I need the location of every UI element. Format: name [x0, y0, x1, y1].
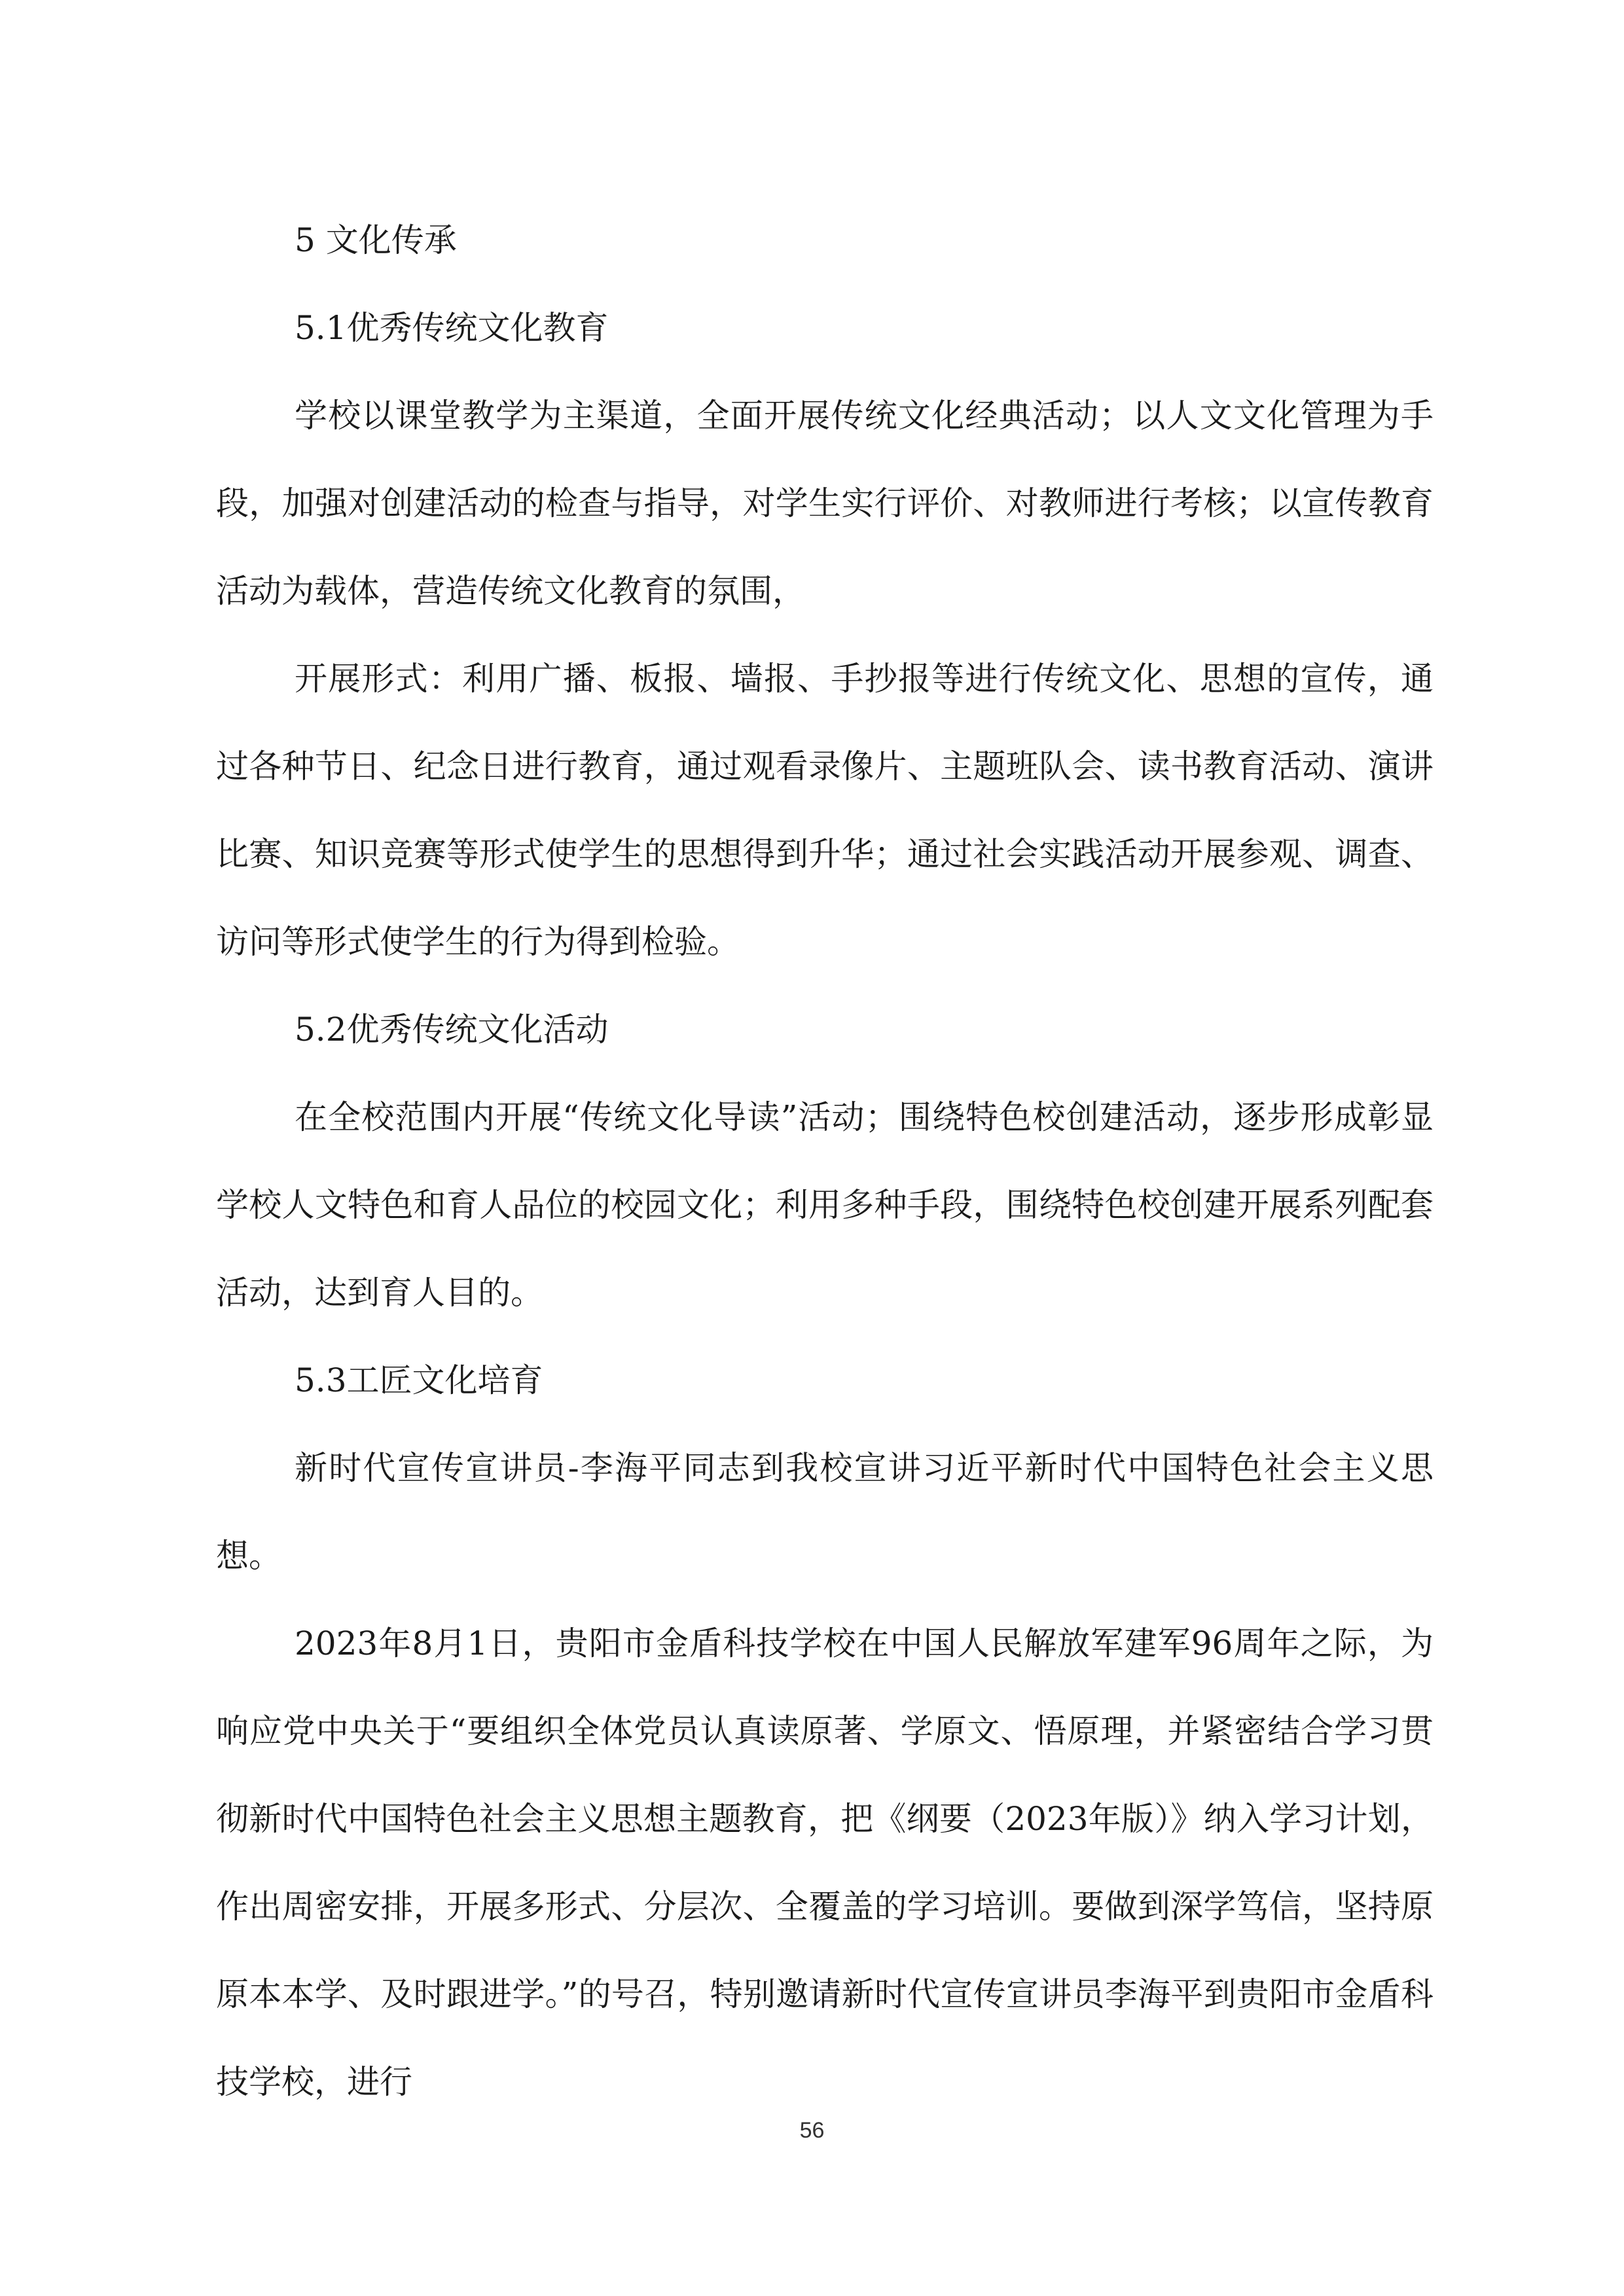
section-heading-5-3: 5.3工匠文化培育	[295, 1361, 543, 1399]
paragraph-traditional-culture-activities: 在全校范围内开展“传统文化导读”活动；围绕特色校创建活动，逐步形成彰显学校人文特色和育人品位的校园文化；利用多种手段，围绕特色校创建开展系列配套活动，达到育人目的。	[216, 1098, 1434, 1312]
page-number: 56	[799, 2118, 825, 2143]
section-heading-5: 5 文化传承	[295, 221, 457, 259]
section-heading-5-2: 5.2优秀传统文化活动	[295, 1011, 609, 1049]
paragraph-lecturer-visit: 新时代宣传宣讲员-李海平同志到我校宣讲习近平新时代中国特色社会主义思想。	[216, 1449, 1434, 1575]
section-heading-5-1: 5.1优秀传统文化教育	[295, 309, 609, 347]
paragraph-activity-forms: 开展形式：利用广播、板报、墙报、手抄报等进行传统文化、思想的宣传，通过各种节日、纪念日进行教育，通过观看录像片、主题班队会、读书教育活动、演讲比赛、知识竞赛等形式使学生的思想得到升华；通过社会实践活动开展参观、调查、访问等形式使学生的行为得到检验。	[216, 660, 1434, 961]
page-content	[216, 196, 1434, 2126]
paragraph-august-event: 2023年8月1日，贵阳市金盾科技学校在中国人民解放军建军96周年之际，为响应党中央关于“要组织全体党员认真读原著、学原文、悟原理，并紧密结合学习贯彻新时代中国特色社会主义思想主题教育，把《纲要（2023年版）》纳入学习计划，作出周密安排，开展多形式、分层次、全覆盖的学习培训。要做到深学笃信，坚持原原本本学、及时跟进学。”的号召，特别邀请新时代宣传宣讲员李海平到贵阳市金盾科技学校，进行	[216, 1624, 1434, 2101]
paragraph-traditional-culture-education: 学校以课堂教学为主渠道，全面开展传统文化经典活动；以人文文化管理为手段，加强对创建活动的检查与指导，对学生实行评价、对教师进行考核；以宣传教育活动为载体，营造传统文化教育的氛围，	[216, 397, 1434, 610]
